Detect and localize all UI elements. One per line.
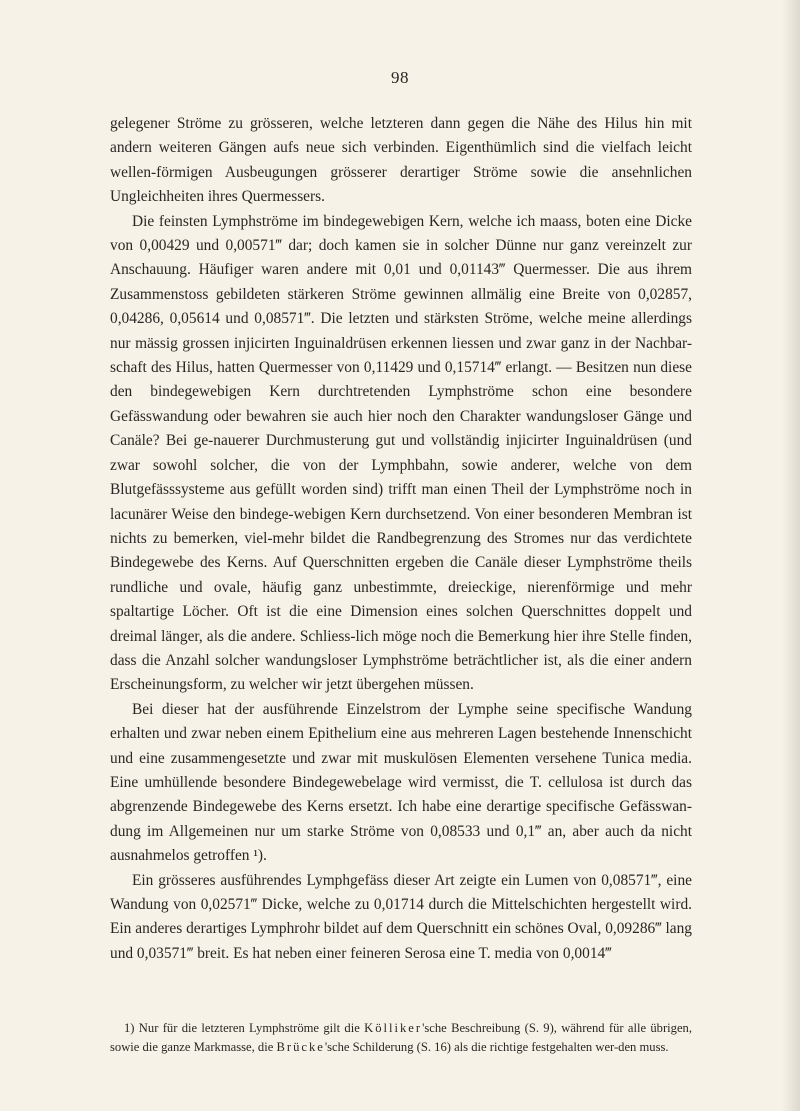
body-text	[110, 112, 692, 966]
paragraph-vessel-wall: Bei dieser hat der ausführende Einzelstrom der Lymphe seine specifische Wandung erhalten und zwar neben einem Epithelium eine aus mehreren Lagen bestehende Innenschicht und eine zusammengesetzte und zwar mit muskulösen Elementen versehene Tunica media. Eine umhüllende besondere Bindegewebelage wird vermisst, die T. cellulosa ist durch das abgrenzende Bindegewebe des Kerns ersetzt. Ich habe eine derartige specifische Gefässwan-dung im Allgemeinen nur um starke Ströme von 0,08533 und 0,1‴ an, aber auch da nicht ausnahmelos getroffen ¹).	[110, 700, 692, 865]
footnote-text-middle: 'sche Beschreibung (S. 9), während für alle übrigen, sowie die ganze Markmasse, die	[110, 1021, 692, 1054]
footnote-text-before: Nur für die letzteren Lymphströme gilt die	[134, 1021, 365, 1035]
paragraph-continuation: gelegener Ströme zu grösseren, welche letzteren dann gegen die Nähe des Hilus hin mit andern weiteren Gängen aufs neue sich verbinden. Eigenthümlich sind die vielfach leicht wellen-förmigen Ausbeugungen grösserer derartiger Ströme sowie die ansehnlichen Ungleichheiten ihres Quermessers.	[110, 115, 692, 206]
footnote-marker: 1)	[124, 1021, 135, 1035]
footnote-author-brucke: Brücke	[276, 1039, 325, 1054]
page-number: 98	[391, 68, 409, 87]
paragraph-lymph-diameters: Die feinsten Lymphströme im bindegewebigen Kern, welche ich maass, boten eine Dicke von 0,00429 und 0,00571‴ dar; doch kamen sie in solcher Dünne nur ganz vereinzelt zur Anschauung. Häufiger waren andere mit 0,01 und 0,01143‴ Quermesser. Die aus ihrem Zusammenstoss gebildeten stärkeren Ströme gewinnen allmälig eine Breite von 0,02857, 0,04286, 0,05614 und 0,08571‴. Die letzten und stärksten Ströme, welche meine allerdings nur mässig grossen injicirten Inguinaldrüsen erkennen liessen und zwar ganz in der Nachbar-schaft des Hilus, hatten Quermesser von 0,11429 und 0,15714‴ erlangt. — Besitzen nun diese den bindegewebigen Kern durchtretenden Lymphströme schon eine besondere Gefässwandung oder bewahren sie auch hier noch den Charakter wandungsloser Gänge und Canäle? Bei ge-nauerer Durchmusterung gut und vollständig injicirter Inguinaldrüsen (und zwar sowohl solcher, die von der Lymphbahn, sowie anderer, welche von dem Blutgefässsysteme aus gefüllt worden sind) trifft man einen Theil der Lymphströme noch in lacunärer Weise den bindege-webigen Kern durchsetzend. Von einer besonderen Membran ist nichts zu bemerken, viel-mehr bildet die Randbegrenzung des Stromes nur das verdichtete Bindegewebe des Kerns. Auf Querschnitten ergeben die Canäle dieser Lymphströme theils rundliche und ovale, häufig ganz unbestimmte, dreieckige, nierenförmige und mehr spaltartige Löcher. Oft ist die eine Dimension eines solchen Querschnittes doppelt und dreimal länger, als die andere. Schliess-lich möge noch die Bemerkung hier ihre Stelle finden, dass die Anzahl solcher wandungsloser Lymphströme beträchtlicher ist, als die einer andern Erscheinungsform, zu welcher wir jetzt übergehen müssen.	[110, 212, 692, 694]
footnote-author-kolliker: Kölliker	[364, 1021, 423, 1035]
page-edge-shadow	[782, 0, 800, 1111]
footnote-text-after: 'sche Schilderung (S. 16) als die richtige festgehalten wer-den muss.	[324, 1039, 669, 1054]
paragraph-lymph-vessel-measurements: Ein grösseres ausführendes Lymphgefäss dieser Art zeigte ein Lumen von 0,08571‴, eine Wandung von 0,02571‴ Dicke, welche zu 0,01714 durch die Mittelschichten hergestellt wird. Ein anderes derartiges Lymphrohr bildet auf dem Querschnitt ein schönes Oval, 0,09286‴ lang und 0,03571‴ breit. Es hat neben einer feineren Serosa eine T. media von 0,0014‴	[110, 871, 692, 962]
footnote	[110, 1019, 692, 1056]
